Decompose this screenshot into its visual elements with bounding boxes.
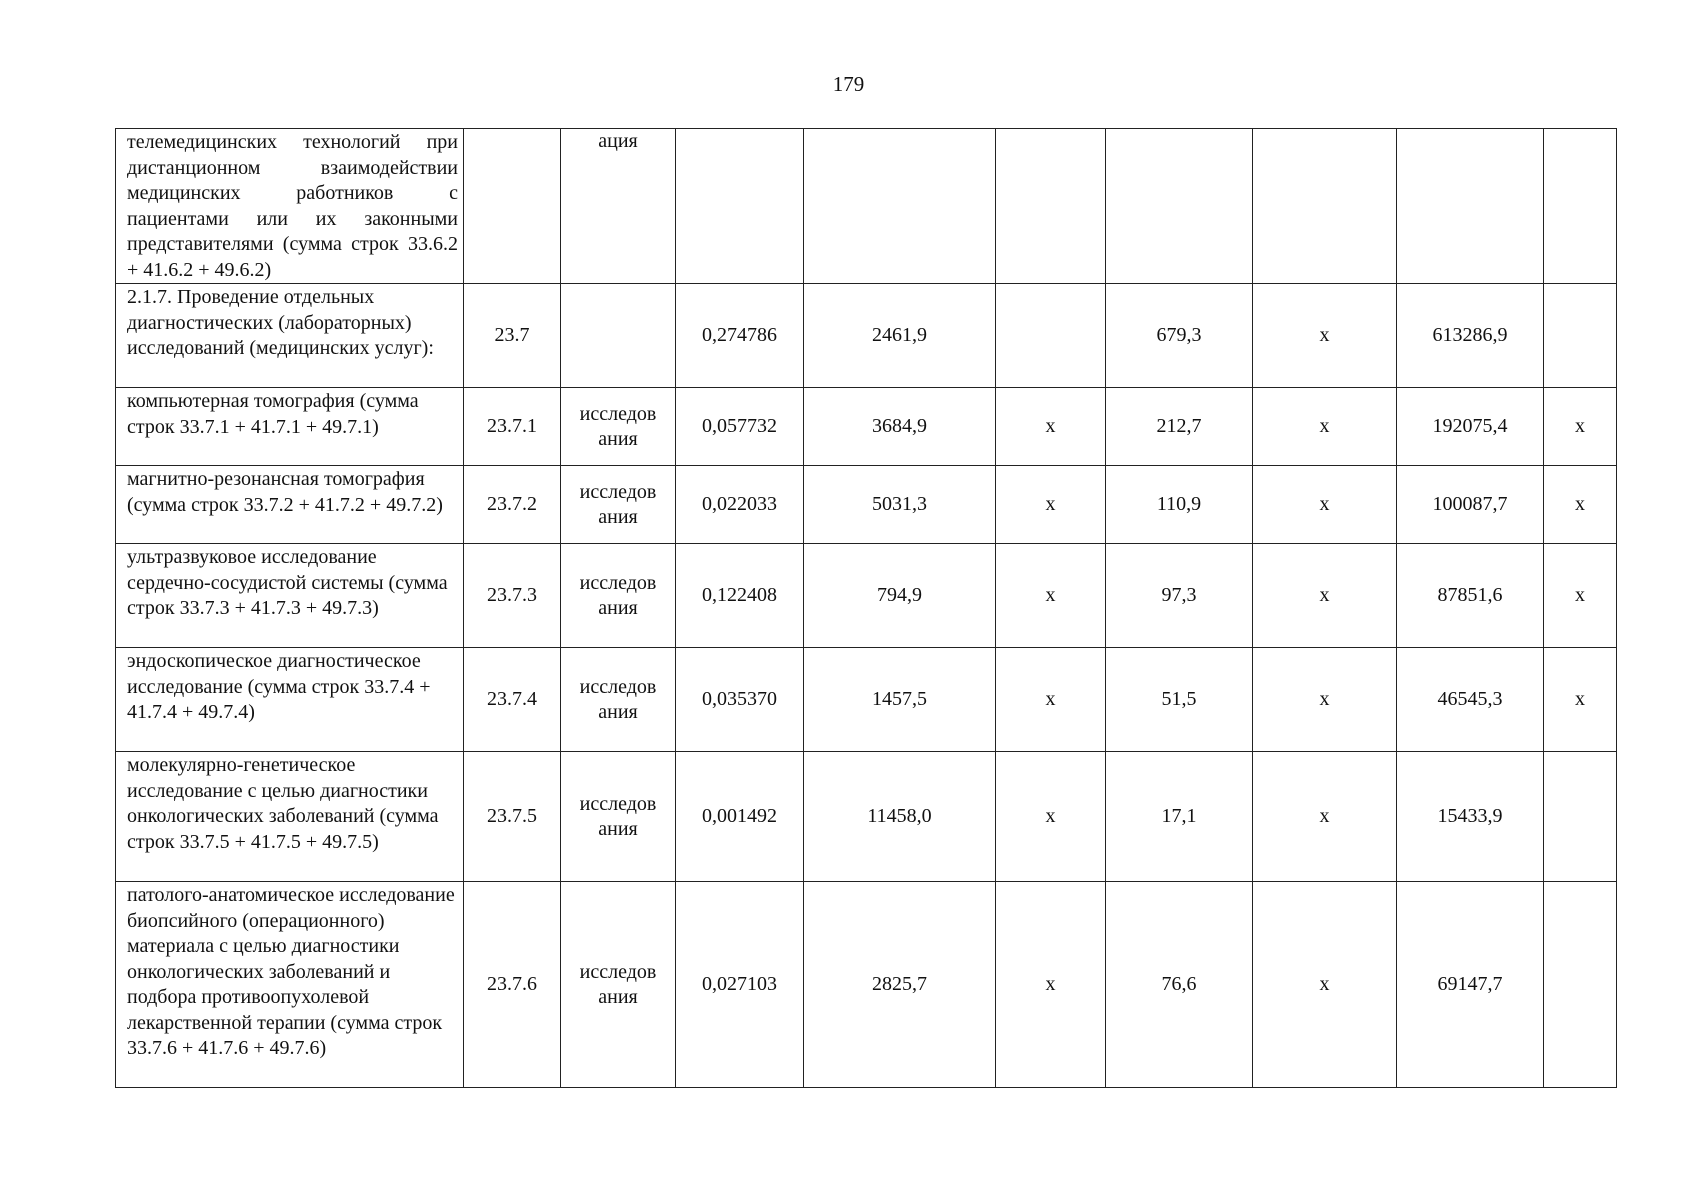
unit-cell: исследов ания — [561, 544, 676, 648]
col7-cell: 17,1 — [1106, 752, 1253, 882]
norm-cell: 0,122408 — [676, 544, 804, 648]
row-name-cell: молекулярно-генетическое исследование с целью диагностики онкологических заболеваний (сумма строк 33.7.5 + 41.7.5 + 49.7.5) — [116, 752, 464, 882]
col9-cell: 192075,4 — [1397, 388, 1544, 466]
table-row — [116, 284, 1617, 388]
unit-cell: исследов ания — [561, 648, 676, 752]
col7-cell: 679,3 — [1106, 284, 1253, 388]
col7-cell: 110,9 — [1106, 466, 1253, 544]
col8-cell: х — [1253, 466, 1397, 544]
data-table — [115, 128, 1617, 1088]
row-name-cell: компьютерная томография (сумма строк 33.7.1 + 41.7.1 + 49.7.1) — [116, 388, 464, 466]
row-name-cell: магнитно-резонансная томография (сумма строк 33.7.2 + 41.7.2 + 49.7.2) — [116, 466, 464, 544]
col6-cell: х — [996, 882, 1106, 1088]
line-number-cell: 23.7 — [464, 284, 561, 388]
row-name-cell: ультразвуковое исследование сердечно-сосудистой системы (сумма строк 33.7.3 + 41.7.3 + 49.7.3) — [116, 544, 464, 648]
table-row — [116, 648, 1617, 752]
row-name-cell: телемедицинских технологий при дистанционном взаимодействии медицинских работников с пациентами или их законными представителями (сумма строк 33.6.2 + 41.6.2 + 49.6.2) — [116, 129, 464, 284]
cost-cell — [804, 129, 996, 284]
col9-cell: 15433,9 — [1397, 752, 1544, 882]
cost-cell: 794,9 — [804, 544, 996, 648]
col6-cell: х — [996, 752, 1106, 882]
col7-cell: 76,6 — [1106, 882, 1253, 1088]
col7-cell: 97,3 — [1106, 544, 1253, 648]
col6-cell: х — [996, 648, 1106, 752]
col6-cell: х — [996, 544, 1106, 648]
cost-cell: 11458,0 — [804, 752, 996, 882]
norm-cell: 0,274786 — [676, 284, 804, 388]
table-row — [116, 752, 1617, 882]
line-number-cell: 23.7.3 — [464, 544, 561, 648]
line-number-cell — [464, 129, 561, 284]
col7-cell — [1106, 129, 1253, 284]
col10-cell: х — [1544, 544, 1617, 648]
table-row — [116, 882, 1617, 1088]
col8-cell — [1253, 129, 1397, 284]
col6-cell: х — [996, 466, 1106, 544]
line-number-cell: 23.7.5 — [464, 752, 561, 882]
col7-cell: 51,5 — [1106, 648, 1253, 752]
col8-cell: х — [1253, 882, 1397, 1088]
col8-cell: х — [1253, 752, 1397, 882]
norm-cell: 0,057732 — [676, 388, 804, 466]
col9-cell: 69147,7 — [1397, 882, 1544, 1088]
col10-cell: х — [1544, 466, 1617, 544]
col8-cell: х — [1253, 648, 1397, 752]
col9-cell: 613286,9 — [1397, 284, 1544, 388]
unit-cell: исследов ания — [561, 882, 676, 1088]
line-number-cell: 23.7.2 — [464, 466, 561, 544]
cost-cell: 3684,9 — [804, 388, 996, 466]
page-number: 179 — [832, 72, 865, 96]
row-name-cell: патолого-анатомическое исследование биопсийного (операционного) материала с целью диагностики онкологических заболеваний и подбора противоопухолевой лекарственной терапии (сумма строк 33.7.6 + 41.7.6 + 49.7.6) — [116, 882, 464, 1088]
norm-cell: 0,035370 — [676, 648, 804, 752]
cost-cell: 2825,7 — [804, 882, 996, 1088]
col6-cell — [996, 284, 1106, 388]
col6-cell — [996, 129, 1106, 284]
col7-cell: 212,7 — [1106, 388, 1253, 466]
table-row — [116, 544, 1617, 648]
col10-cell: х — [1544, 648, 1617, 752]
norm-cell — [676, 129, 804, 284]
col9-cell: 46545,3 — [1397, 648, 1544, 752]
col8-cell: х — [1253, 284, 1397, 388]
norm-cell: 0,001492 — [676, 752, 804, 882]
unit-cell: исследов ания — [561, 466, 676, 544]
table-row — [116, 129, 1617, 284]
cost-cell: 2461,9 — [804, 284, 996, 388]
col8-cell: х — [1253, 544, 1397, 648]
norm-cell: 0,022033 — [676, 466, 804, 544]
unit-cell: исследов ания — [561, 388, 676, 466]
cost-cell: 5031,3 — [804, 466, 996, 544]
col10-cell: х — [1544, 388, 1617, 466]
col9-cell: 87851,6 — [1397, 544, 1544, 648]
col6-cell: х — [996, 388, 1106, 466]
row-name-cell: эндоскопическое диагностическое исследование (сумма строк 33.7.4 + 41.7.4 + 49.7.4) — [116, 648, 464, 752]
norm-cell: 0,027103 — [676, 882, 804, 1088]
table-row — [116, 388, 1617, 466]
col9-cell: 100087,7 — [1397, 466, 1544, 544]
table-row — [116, 466, 1617, 544]
cost-cell: 1457,5 — [804, 648, 996, 752]
col10-cell — [1544, 752, 1617, 882]
col10-cell — [1544, 284, 1617, 388]
unit-cell: исследов ания — [561, 752, 676, 882]
line-number-cell: 23.7.6 — [464, 882, 561, 1088]
unit-cell: ация — [561, 129, 676, 284]
col8-cell: х — [1253, 388, 1397, 466]
col10-cell — [1544, 882, 1617, 1088]
col10-cell — [1544, 129, 1617, 284]
line-number-cell: 23.7.1 — [464, 388, 561, 466]
unit-cell — [561, 284, 676, 388]
row-name-cell: 2.1.7. Проведение отдельных диагностических (лабораторных) исследований (медицинских услуг): — [116, 284, 464, 388]
line-number-cell: 23.7.4 — [464, 648, 561, 752]
col9-cell — [1397, 129, 1544, 284]
